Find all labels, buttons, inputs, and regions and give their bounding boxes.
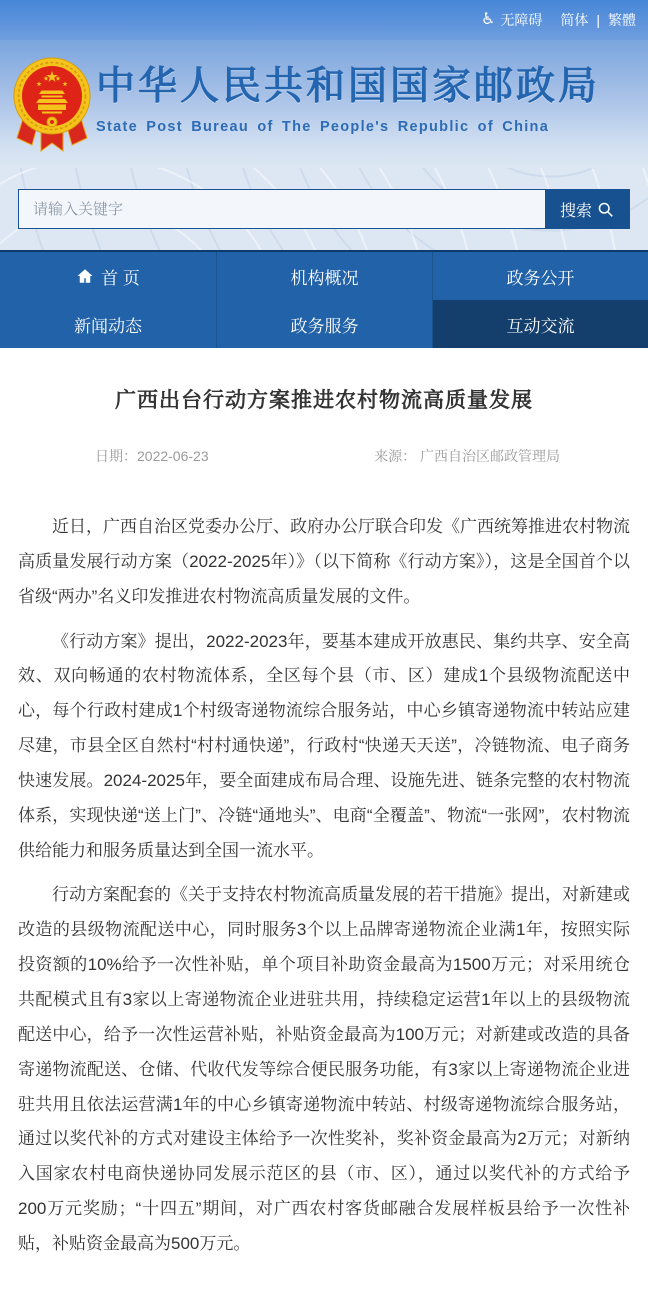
traditional-chinese-link[interactable]: 繁體 xyxy=(608,12,636,28)
nav-item-interaction[interactable] xyxy=(432,300,648,348)
article-source xyxy=(374,446,560,466)
article-paragraph: 近日，广西自治区党委办公厅、政府办公厅联合印发《广西统筹推进农村物流高质量发展行动方案（2022-2025年）》（以下简称《行动方案》），这是全国首个以省级“两办”名义印发推进农村物流高质量发展的文件。 xyxy=(18,517,630,606)
home-icon xyxy=(76,267,94,285)
nav-item-label: 新闻动态 xyxy=(74,316,142,336)
national-emblem-icon xyxy=(12,54,92,154)
site-title-chinese: 中华人民共和国国家邮政局 xyxy=(96,65,601,108)
nav-item-home[interactable] xyxy=(0,252,216,300)
accessibility-label: 无障碍 xyxy=(500,12,543,28)
accessibility-link[interactable] xyxy=(481,10,542,30)
search-icon xyxy=(597,201,614,218)
source-value: 广西自治区邮政管理局 xyxy=(420,448,560,464)
nav-item-label: 政务服务 xyxy=(290,316,359,336)
search-input[interactable] xyxy=(19,190,545,228)
article-meta xyxy=(95,446,560,466)
search-button[interactable] xyxy=(545,190,629,228)
article-date xyxy=(95,446,209,466)
language-switcher xyxy=(560,10,636,30)
search-section xyxy=(0,168,648,250)
site-masthead xyxy=(0,40,648,168)
date-value: 2022-06-23 xyxy=(137,448,209,464)
nav-item-label: 政务公开 xyxy=(506,268,575,288)
date-label: 日期： xyxy=(95,448,137,464)
article-title: 广西出台行动方案推进农村物流高质量发展 xyxy=(115,389,533,412)
article-content xyxy=(0,384,648,1296)
main-navigation xyxy=(0,250,648,348)
wheelchair-icon: ♿ xyxy=(481,11,496,28)
nav-item-services[interactable] xyxy=(216,300,432,348)
nav-item-news[interactable] xyxy=(0,300,216,348)
nav-item-organization[interactable] xyxy=(216,252,432,300)
article-paragraph: 行动方案配套的《关于支持农村物流高质量发展的若干措施》提出，对新建或改造的县级物流配送中心，同时服务3个以上品牌寄递物流企业满1年，按照实际投资额的10%给予一次性补贴，单个项目补助资金最高为1500万元；对采用统仓共配模式且有3家以上寄递物流企业进驻共用，持续稳定运营1年以上的县级物流配送中心，给予一次性运营补贴，补贴资金最高为100万元；对新建或改造的具备寄递物流配送、仓储、代收代发等综合便民服务功能，有3家以上寄递物流企业进驻共用且依法运营满1年的中心乡镇寄递物流中转站、村级寄递物流综合服务站，通过以奖代补的方式对建设主体给予一次性奖补，奖补资金最高为2万元；对新纳入国家农村电商快递协同发展示范区的县（市、区），通过以奖代补的方式给予200万元奖励；“十四五”期间，对广西农村客货邮融合发展样板县给予一次性补贴，补贴资金最高为500万元。 xyxy=(18,885,630,1253)
search-button-label: 搜索 xyxy=(559,202,592,220)
article-paragraph: 《行动方案》提出，2022-2023年，要基本建成开放惠民、集约共享、安全高效、双向畅通的农村物流体系，全区每个县（市、区）建成1个县级物流配送中心，每个行政村建成1个村级寄递物流综合服务站，中心乡镇寄递物流中转站应建尽建，市县全区自然村“村村通快递”，行政村“快递天天送”，冷链物流、电子商务快速发展。2024-2025年，要全面建成布局合理、设施先进、链条完整的农村物流体系，实现快递“送上门”、冷链“通地头”、电商“全覆盖”、物流“一张网”，农村物流供给能力和服务质量达到全国一流水平。 xyxy=(18,631,630,860)
nav-item-label: 首 页 xyxy=(101,268,140,288)
site-title-english: State Post Bureau of The People's Republic of China xyxy=(96,118,550,135)
simplified-chinese-link[interactable]: 简体 xyxy=(560,12,589,28)
search-box xyxy=(18,189,630,229)
nav-item-label: 互动交流 xyxy=(506,316,575,336)
nav-item-government-affairs[interactable] xyxy=(432,252,648,300)
language-divider: | xyxy=(596,12,600,28)
top-utility-bar xyxy=(0,0,648,40)
nav-item-label: 机构概况 xyxy=(290,268,359,288)
article-body xyxy=(18,510,630,1262)
source-label: 来源： xyxy=(374,448,417,464)
